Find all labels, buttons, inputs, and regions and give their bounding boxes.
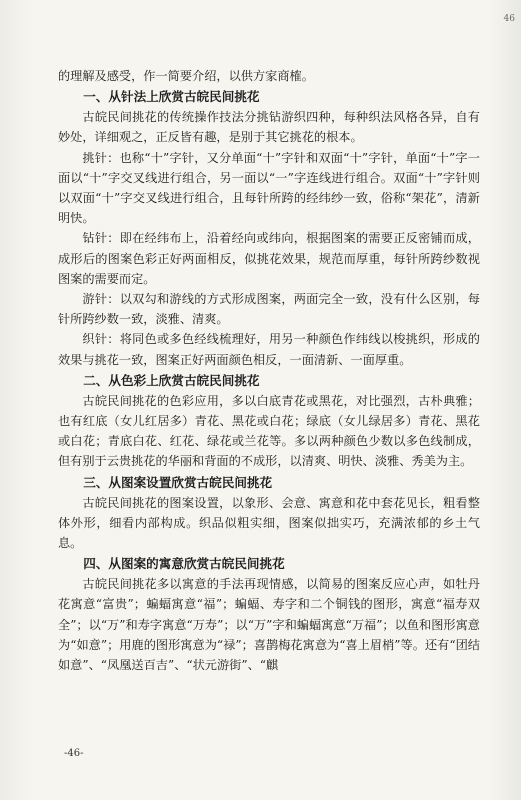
paragraph: 古皖民间挑花的传统操作技法分挑钻游织四种，每种织法风格各异，自有妙处，详细观之，正反皆有趣，是别于其它挑花的根本。 [58, 110, 480, 145]
paragraph: 游针：以双勾和游线的方式形成图案，两面完全一致，没有什么区别，每针所跨纱数一致，淡雅、清爽。 [58, 292, 480, 327]
paragraph: 挑针：也称“十”字针，又分单面“十”字针和双面“十”字针，单面“十”字一面以“十”字交叉线进行组合，另一面以“一”字连线进行组合。双面“十”字针则以双面“十”字交叉线进行组合，且每针所跨的经纬纱一致，俗称“架花”，清新明快。 [58, 150, 480, 226]
edge-page-number: 46 [503, 14, 515, 24]
section-heading: 二、从色彩上欣赏古皖民间挑花 [83, 372, 260, 388]
paragraph: 古皖民间挑花的色彩应用，多以白底青花或黑花，对比强烈，古朴典雅；也有红底（女儿红居多）青花、黑花或白花；绿底（女儿绿居多）青花、黑花或白花；青底白花、红花、绿花或兰花等。多以两种颜色少数以多色线制成，但有别于云贵挑花的华丽和背面的不成形，以清爽、明快、淡雅、秀美为主。 [58, 393, 480, 469]
paragraph: 织针：将同色或多色经线梳理好，用另一种颜色作纬线以梭挑织，形成的效果与挑花一致，图案正好两面颜色相反，一面清新、一面厚重。 [58, 332, 480, 367]
paragraph: 古皖民间挑花的图案设置，以象形、会意、寓意和花中套花见长，粗看整体外形，细看内部构成。织品似粗实细，图案似拙实巧，充满浓郁的乡土气息。 [58, 495, 480, 551]
article-body [58, 66, 480, 675]
paragraph: 古皖民间挑花多以寓意的手法再现情感，以简易的图案反应心声，如牡丹花寓意“富贵”；蝙蝠寓意“福”；蝙蝠、寿字和二个铜钱的图形，寓意“福寿双全”；以“万”和寿字寓意“万寿”；以“万”字和蝙蝠寓意“万福”；以鱼和图形寓意为“如意”；用鹿的图形寓意为“禄”；喜鹊梅花寓意为“喜上眉梢”等。还有“团结如意”、“凤凰送百吉”、“状元游街”、“麒 [58, 577, 480, 673]
section-heading: 一、从针法上欣赏古皖民间挑花 [83, 89, 260, 105]
section-heading: 三、从图案设置欣赏古皖民间挑花 [83, 474, 273, 490]
page-number: -46- [64, 748, 84, 759]
paragraph: 的理解及感受，作一简要介绍，以供方家商榷。 [58, 69, 314, 83]
paragraph: 钻针：即在经纬布上，沿着经向或纬向，根据图案的需要正反密铺而成，成形后的图案色彩正好两面相反，似挑花效果，规范而厚重，每针所跨纱数视图案的需要而定。 [58, 231, 480, 286]
section-heading: 四、从图案的寓意欣赏古皖民间挑花 [83, 556, 285, 572]
